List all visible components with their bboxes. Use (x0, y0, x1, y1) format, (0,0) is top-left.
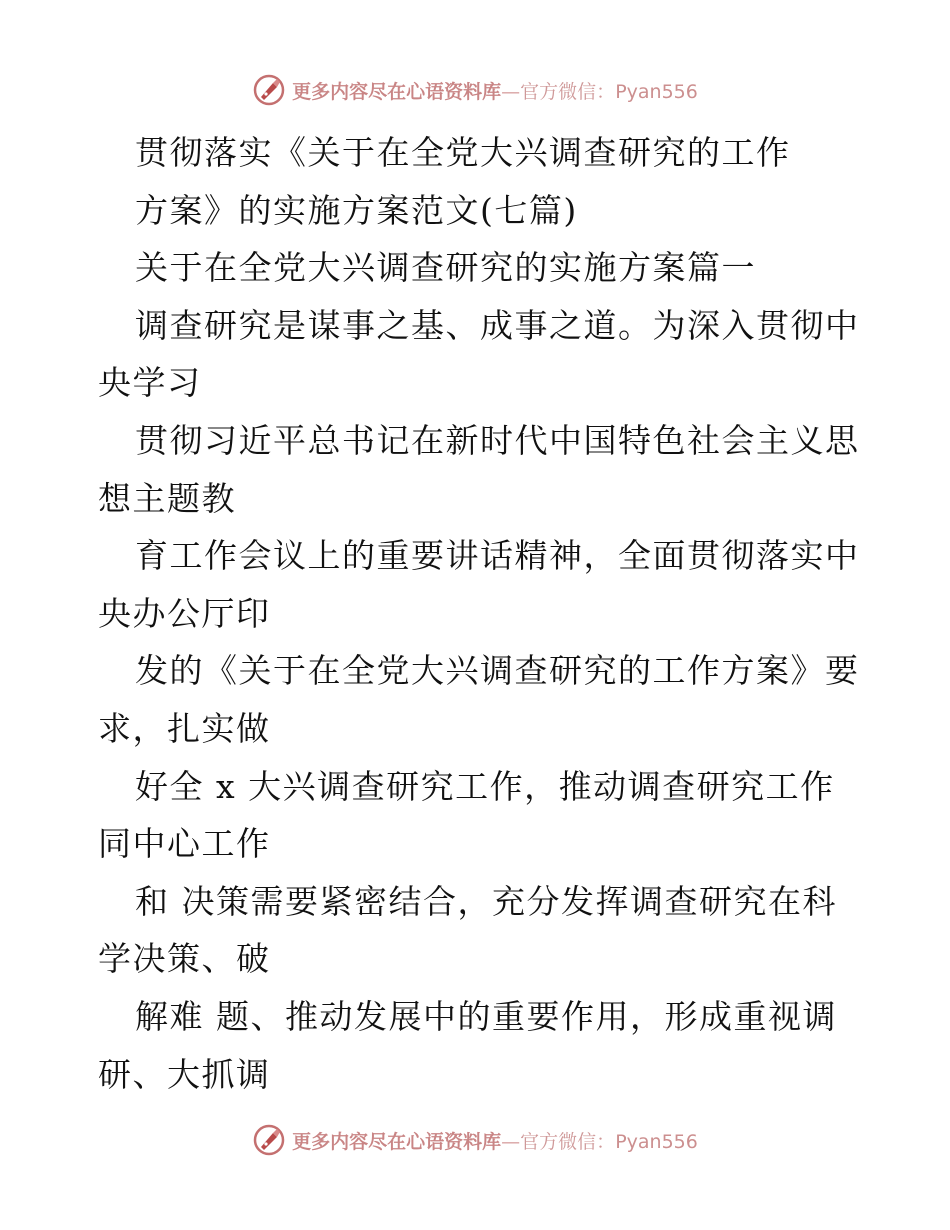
header-banner-text (292, 77, 698, 104)
paragraph-line: 和 决策需要紧密结合，充分发挥调查研究在科 (135, 881, 837, 921)
paragraph-line: 发的《关于在全党大兴调查研究的工作方案》要 (135, 651, 860, 691)
pen-nib-logo-icon (252, 1123, 286, 1157)
paragraph-line: 求，扎实做 (98, 708, 271, 748)
document-title-line-2: 方案》的实施方案范文(七篇) (135, 190, 578, 230)
section-heading: 关于在全党大兴调查研究的实施方案篇一 (135, 248, 756, 288)
document-title-line-1: 贯彻落实《关于在全党大兴调查研究的工作 (135, 133, 791, 172)
paragraph-line: 央办公厅印 (98, 593, 271, 633)
pen-nib-logo-icon (252, 73, 286, 107)
footer-banner-tail: 官方微信： (520, 1130, 616, 1153)
paragraph-line: 解难 题、推动发展中的重要作用，形成重视调 (135, 996, 837, 1036)
paragraph-line: 育工作会议上的重要讲话精神，全面贯彻落实中 (135, 536, 860, 576)
paragraph-line: 贯彻习近平总书记在新时代中国特色社会主义思 (135, 420, 860, 460)
paragraph-line: 好全 x 大兴调查研究工作，推动调查研究工作 (135, 766, 835, 806)
paragraph-line: 调查研究是谋事之基、成事之道。为深入贯彻中 (135, 305, 860, 345)
header-banner-dash: — (501, 80, 521, 103)
paragraph-line: 研、大抓调 (98, 1054, 271, 1094)
header-banner-lead: 更多内容尽在心语资料库 (292, 80, 502, 103)
footer-banner-dash: — (501, 1130, 521, 1153)
paragraph-line: 央学习 (98, 363, 202, 403)
footer-banner-handle: Pyan556 (615, 1130, 698, 1153)
footer-banner-text (292, 1127, 698, 1154)
footer-banner (0, 1120, 950, 1160)
document-body (98, 124, 858, 1103)
footer-banner-lead: 更多内容尽在心语资料库 (292, 1130, 502, 1153)
paragraph-line: 想主题教 (98, 478, 236, 518)
header-banner-handle: Pyan556 (615, 80, 698, 103)
header-banner-tail: 官方微信： (520, 80, 616, 103)
paragraph-line: 同中心工作 (98, 824, 271, 864)
header-banner (0, 70, 950, 110)
paragraph-line: 学决策、破 (98, 939, 271, 979)
